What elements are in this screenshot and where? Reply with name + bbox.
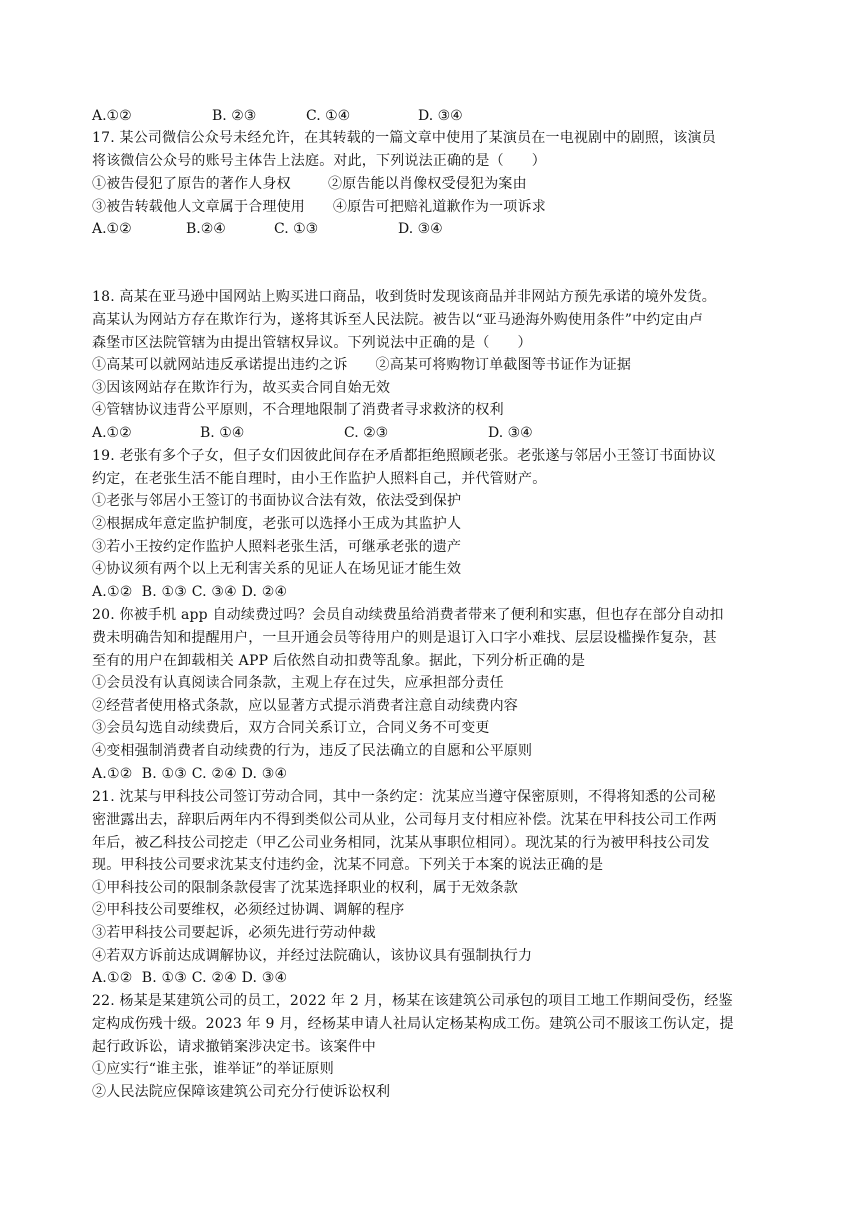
q21-item-line: ④若双方诉前达成调解协议，并经过法院确认，该协议具有强制执行力 [92,948,533,964]
q21-item-line: ①甲科技公司的限制条款侵害了沈某选择职业的权利，属于无效条款 [92,880,518,896]
q18-stem-line: 森堡市区法院管辖为由提出管辖权异议。下列说法中正确的是（ ） [92,335,532,351]
q16-option-d: D. ③④ [418,108,463,124]
q17-option-c: C. ①③ [274,221,319,237]
q22-item-line: ①应实行“谁主张，谁举证”的举证原则 [92,1061,334,1077]
q17-option-d: D. ③④ [398,221,443,237]
q18-option-d: D. ③④ [488,425,533,441]
q18-stem-line: 高某认为网站方存在欺诈行为，遂将其诉至人民法院。被告以“亚马逊海外购使用条件”中约定由卢 [92,312,704,328]
q20-item-line: ②经营者使用格式条款，应以显著方式提示消费者注意自动续费内容 [92,698,518,714]
q16-option-c: C. ①④ [306,108,351,124]
q17-item-line: ①被告侵犯了原告的著作人身权 ②原告能以肖像权受侵犯为案由 [92,176,527,192]
q18-item-line: ④管辖协议违背公平原则，不合理地限制了消费者寻求救济的权利 [92,402,504,418]
q19-item-line: ④协议须有两个以上无利害关系的见证人在场见证才能生效 [92,561,462,577]
q21-stem-line: 年后，被乙科技公司挖走（甲乙公司业务相同，沈某从事职位相同）。现沈某的行为被甲科技公司发 [92,835,710,851]
q19-options: A.①② B. ①③ C. ③④ D. ②④ [92,584,288,600]
q21-stem-line: 现。甲科技公司要求沈某支付违约金，沈某不同意。下列关于本案的说法正确的是 [92,857,604,873]
q17-item-line: ③被告转载他人文章属于合理使用 ④原告可把赔礼道歉作为一项诉求 [92,199,546,215]
q19-stem-line: 19. 老张有多个子女，但子女们因彼此间存在矛盾都拒绝照顾老张。老张遂与邻居小王签订书面协议 [92,448,716,464]
q18-options [92,423,533,445]
q20-stem-line: 至有的用户在卸载相关 APP 后依然自动扣费等乱象。据此，下列分析正确的是 [92,653,586,669]
q21-stem-line: 21. 沈某与甲科技公司签订劳动合同，其中一条约定：沈某应当遵守保密原则，不得将知悉的公司秘 [92,789,716,805]
q21-stem-line: 密泄露出去，辞职后两年内不得到类似公司从业，公司每月支付相应补偿。沈某在甲科技公司工作两 [92,812,717,828]
q16-options [92,106,463,128]
q16-option-b: B. ②③ [212,108,257,124]
q21-item-line: ③若甲科技公司要起诉，必须先进行劳动仲裁 [92,925,376,941]
q17-options [92,219,443,241]
q19-item-line: ①老张与邻居小王签订的书面协议合法有效，依法受到保护 [92,493,462,509]
q20-stem-line: 20. 你被手机 app 自动续费过吗？会员自动续费虽给消费者带来了便利和实惠，但也存在部分自动扣 [92,607,724,623]
q18-item-line: ①高某可以就网站违反承诺提出违约之诉 ②高某可将购物订单截图等书证作为证据 [92,357,632,373]
q19-stem-line: 约定，在老张生活不能自理时，由小王作监护人照料自己，并代管财产。 [92,471,547,487]
q20-options: A.①② B. ①③ C. ②④ D. ③④ [92,766,288,782]
q18-option-b: B. ①④ [200,425,245,441]
q18-stem-line: 18. 高某在亚马逊中国网站上购买进口商品，收到货时发现该商品并非网站方预先承诺的境外发货。 [92,289,716,305]
q18-option-a: A.①② [92,425,132,441]
q17-option-a: A.①② [92,221,132,237]
q17-option-b: B.②④ [186,221,226,237]
q20-item-line: ③会员勾选自动续费后，双方合同关系订立，合同义务不可变更 [92,720,490,736]
q20-item-line: ④变相强制消费者自动续费的行为，违反了民法确立的自愿和公平原则 [92,743,533,759]
q18-option-c: C. ②③ [344,425,389,441]
q18-item-line: ③因该网站存在欺诈行为，故买卖合同自始无效 [92,380,391,396]
q22-item-line: ②人民法院应保障该建筑公司充分行使诉讼权利 [92,1084,391,1100]
q17-stem-line: 将该微信公众号的账号主体告上法庭。对此，下列说法正确的是（ ） [92,153,546,169]
q20-stem-line: 费未明确告知和提醒用户，一旦开通会员等待用户的则是退订入口字小难找、层层设槛操作复杂，甚 [92,630,717,646]
q19-item-line: ③若小王按约定作监护人照料老张生活，可继承老张的遗产 [92,539,462,555]
q22-stem-line: 定构成伤残十级。2023 年 9 月，经杨某申请人社局认定杨某构成工伤。建筑公司不服该工伤认定，提 [92,1016,734,1032]
q20-item-line: ①会员没有认真阅读合同条款，主观上存在过失，应承担部分责任 [92,675,504,691]
q19-item-line: ②根据成年意定监护制度，老张可以选择小王成为其监护人 [92,516,462,532]
q22-stem-line: 起行政诉讼，请求撤销案涉决定书。该案件中 [92,1039,376,1055]
q21-item-line: ②甲科技公司要维权，必须经过协调、调解的程序 [92,902,405,918]
q22-stem-line: 22. 杨某是某建筑公司的员工，2022 年 2 月，杨某在该建筑公司承包的项目工地工作期间受伤，经鉴 [92,993,733,1009]
q21-options: A.①② B. ①③ C. ②④ D. ③④ [92,970,288,986]
q17-stem-line: 17. 某公司微信公众号未经允许，在其转载的一篇文章中使用了某演员在一电视剧中的剧照，该演员 [92,130,716,146]
q16-option-a: A.①② [92,108,132,124]
